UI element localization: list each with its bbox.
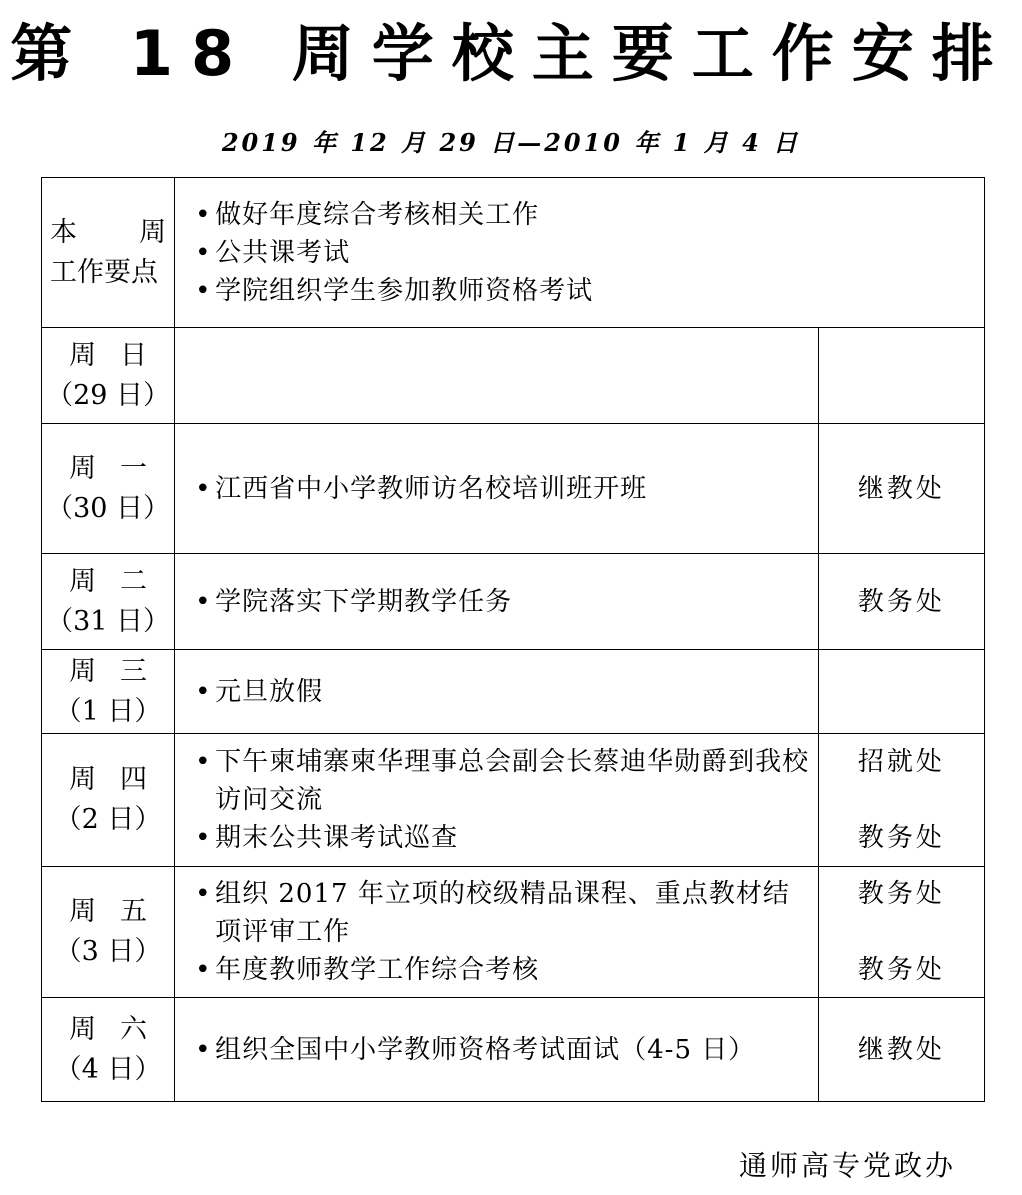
- day-items: [175, 424, 819, 554]
- day-depts: [818, 424, 984, 554]
- key-points-row: [42, 178, 985, 328]
- key-points-label-left: 本: [50, 216, 77, 248]
- day-name: 周四: [69, 764, 172, 795]
- day-depts: [818, 328, 984, 424]
- task-item: • 下午柬埔寨柬华理事总会副会长蔡迪华勋爵到我校访问交流: [189, 743, 810, 819]
- task-item: • 组织全国中小学教师资格考试面试（4-5 日）: [189, 1031, 810, 1069]
- day-depts: [818, 867, 984, 998]
- key-point-item: • 做好年度综合考核相关工作: [189, 196, 976, 234]
- task-item: • 学院落实下学期教学任务: [189, 583, 810, 621]
- task-item: • 江西省中小学教师访名校培训班开班: [189, 470, 810, 508]
- key-points-label-line2: 工作要点: [50, 256, 158, 288]
- day-date: （3 日）: [54, 936, 162, 967]
- task-item: • 元旦放假: [189, 673, 810, 711]
- dept-label: 继教处: [857, 1034, 945, 1065]
- day-cell: [42, 424, 175, 554]
- day-date: （31 日）: [46, 605, 171, 637]
- day-items: [175, 650, 819, 734]
- day-row-sunday: [42, 328, 985, 424]
- dept-label: 教务处: [857, 879, 945, 909]
- day-depts: [818, 650, 984, 734]
- day-depts: [818, 998, 984, 1102]
- task-item: • 年度教师教学工作综合考核: [189, 951, 810, 989]
- day-cell: [42, 650, 175, 734]
- task-item: • 组织 2017 年立项的校级精品课程、重点教材结项评审工作: [189, 875, 810, 951]
- day-items: [175, 867, 819, 998]
- key-points-content: [175, 178, 985, 328]
- page-title: 第 18 周学校主要工作安排: [10, 17, 1012, 90]
- day-items: [175, 328, 819, 424]
- day-items: [175, 998, 819, 1102]
- day-date: （30 日）: [46, 492, 171, 524]
- dept-label: 教务处: [857, 823, 945, 853]
- task-item: • 期末公共课考试巡查: [189, 819, 810, 857]
- key-point-item: • 公共课考试: [189, 234, 976, 272]
- day-depts: [818, 554, 984, 650]
- day-date: （4 日）: [54, 1053, 162, 1085]
- date-range: 2019 年 12 月 29 日—2010 年 1 月 4 日: [221, 128, 801, 157]
- day-row-monday: [42, 424, 985, 554]
- issuer-signature: 通师高专党政办: [738, 1149, 956, 1182]
- day-row-saturday: [42, 998, 985, 1102]
- key-points-label-right: 周: [139, 216, 167, 248]
- day-date: （1 日）: [54, 695, 162, 727]
- day-items: [175, 734, 819, 867]
- day-cell: [42, 328, 175, 424]
- day-cell: [42, 998, 175, 1102]
- day-row-friday: [42, 867, 985, 998]
- day-cell: [42, 867, 175, 998]
- day-cell: [42, 734, 175, 867]
- day-date: （2 日）: [54, 804, 162, 835]
- dept-label: 教务处: [857, 955, 945, 985]
- day-name: 周三: [69, 655, 172, 687]
- dept-label: 招就处: [857, 747, 945, 777]
- key-points-label: [42, 178, 175, 328]
- day-name: 周一: [69, 452, 172, 484]
- day-name: 周六: [69, 1013, 172, 1045]
- dept-label: 教务处: [857, 586, 945, 617]
- day-row-thursday: [42, 734, 985, 867]
- day-name: 周日: [69, 339, 172, 371]
- key-point-item: • 学院组织学生参加教师资格考试: [189, 272, 976, 310]
- day-items: [175, 554, 819, 650]
- schedule-table: [41, 177, 985, 1102]
- dept-label: 继教处: [857, 473, 945, 504]
- day-row-wednesday: [42, 650, 985, 734]
- day-name: 周二: [69, 565, 172, 597]
- day-date: （29 日）: [46, 379, 171, 411]
- day-depts: [818, 734, 984, 867]
- day-name: 周五: [69, 896, 172, 927]
- day-cell: [42, 554, 175, 650]
- day-row-tuesday: [42, 554, 985, 650]
